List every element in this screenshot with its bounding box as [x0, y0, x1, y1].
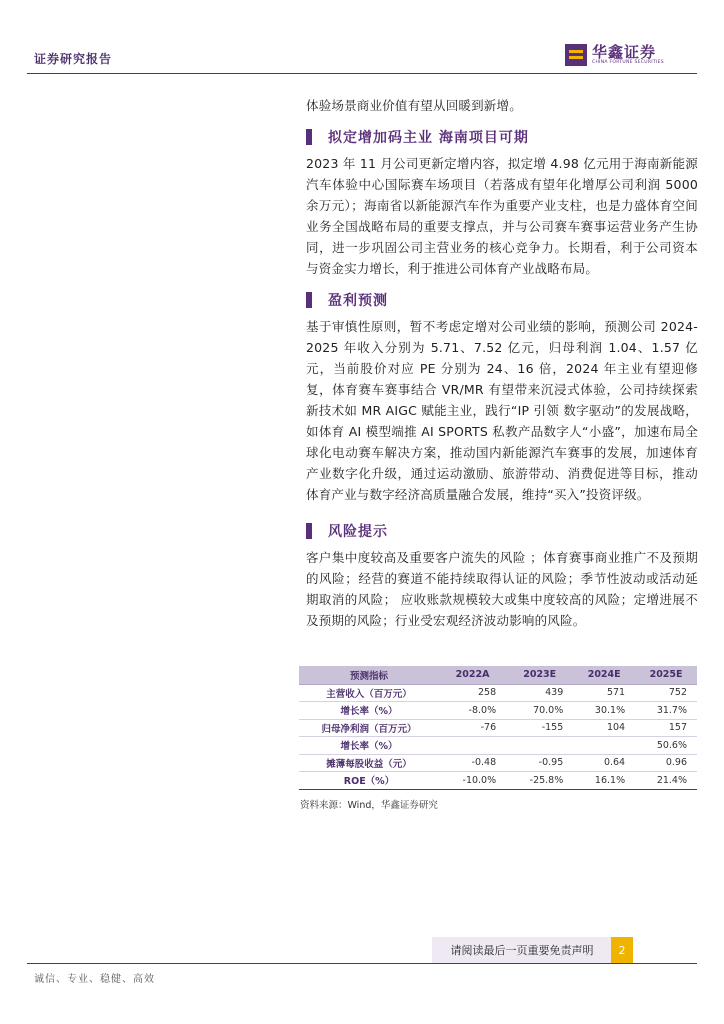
section-heading [306, 519, 698, 543]
table-cell: -76 [439, 719, 506, 737]
footer-slogan: 诚信、专业、稳健、高效 [34, 974, 155, 985]
table-cell: 104 [573, 719, 635, 737]
table-cell: 157 [635, 719, 697, 737]
row-label: 主营收入（百万元） [299, 684, 439, 702]
section-paragraph: 客户集中度较高及重要客户流失的风险 ；体育赛事商业推广不及预期的风险；经营的赛道不能持续取得认证的风险；季节性波动或活动延期取消的风险； 应收账款规模较大或集中度较高的风险；定增进展不及预期的风险；行业受宏观经济波动影响的风险。 [306, 550, 698, 628]
table-cell: 0.64 [573, 754, 635, 772]
table-header-cell: 2023E [506, 666, 573, 684]
table-cell: -8.0% [439, 702, 506, 720]
table-source-note: 资料来源：Wind，华鑫证券研究 [300, 800, 438, 811]
intro-paragraph: 体验场景商业价值有望从回暖到新增。 [306, 98, 522, 113]
table-cell [506, 737, 573, 755]
section-bar-icon [306, 523, 312, 539]
table-header-cell: 2025E [635, 666, 697, 684]
section-heading [306, 288, 698, 312]
logo-mark-icon [565, 44, 587, 66]
section-heading [306, 125, 698, 149]
section-paragraph: 2023 年 11 月公司更新定增内容，拟定增 4.98 亿元用于海南新能源汽车体验中心国际赛车场项目（若落成有望年化增厚公司利润 5000 余万元）；海南省以新能源汽车作为重要产业支柱，也是力盛体育空间业务全国战略布局的重要支撑点，并与公司赛车赛事运营业务产生协同，进一步巩固公司主营业务的核心竞争力。长期看，利于公司资本与资金实力增长，利于推进公司体育产业战略布局。 [306, 156, 698, 276]
row-label: 归母净利润（百万元） [299, 719, 439, 737]
row-label: 摊薄每股收益（元） [299, 754, 439, 772]
table-cell: 21.4% [635, 772, 697, 790]
table-cell [439, 737, 506, 755]
table-cell: -0.48 [439, 754, 506, 772]
table-cell: 439 [506, 684, 573, 702]
table-cell [573, 737, 635, 755]
table-cell: -155 [506, 719, 573, 737]
table-cell: 571 [573, 684, 635, 702]
section-title: 拟定增加码主业 海南项目可期 [328, 130, 529, 146]
header-divider [27, 73, 697, 74]
table-cell: 0.96 [635, 754, 697, 772]
logo-english-name: CHINA FORTUNE SECURITIES [592, 60, 664, 65]
table-cell: 16.1% [573, 772, 635, 790]
table-header-row [299, 666, 697, 684]
table-row [299, 702, 697, 720]
table-row [299, 737, 697, 755]
company-logo [565, 44, 664, 66]
table-cell: 752 [635, 684, 697, 702]
row-label: 增长率（%） [299, 737, 439, 755]
section-paragraph: 基于审慎性原则，暂不考虑定增对公司业绩的影响，预测公司 2024-2025 年收入分别为 5.71、7.52 亿元，归母利润 1.04、1.57 亿元，当前股价对应 PE 分别为 24、16 倍，2024 年主业有望迎修复，体育赛车赛事结合 VR/MR 有望带来沉浸式体验，公司持续探索新技术如 MR AIGC 赋能主业，践行“IP 引领 数字驱动”的发展战略，如体育 AI 模型端推 AI SPORTS 私教产品数字人“小盛”，加速布局全球化电动赛车解决方案，推动国内新能源汽车赛事的发展，加速体育产业数字化升级，通过运动激励、旅游带动、消费促进等目标，推动体育产业与数字经济高质量融合发展，维持“买入”投资评级。 [306, 319, 698, 502]
table-cell: 31.7% [635, 702, 697, 720]
section-bar-icon [306, 129, 312, 145]
table-header-cell: 预测指标 [299, 666, 439, 684]
report-type-label: 证券研究报告 [34, 52, 113, 66]
table-cell: 70.0% [506, 702, 573, 720]
table-cell: 30.1% [573, 702, 635, 720]
table-cell: 258 [439, 684, 506, 702]
row-label: 增长率（%） [299, 702, 439, 720]
table-row [299, 684, 697, 702]
table-cell: -25.8% [506, 772, 573, 790]
logo-chinese-name: 华鑫证券 [592, 43, 657, 61]
table-row [299, 772, 697, 790]
table-cell: 50.6% [635, 737, 697, 755]
table-cell: -0.95 [506, 754, 573, 772]
section-bar-icon [306, 292, 312, 308]
table-header-cell: 2024E [573, 666, 635, 684]
table-row [299, 754, 697, 772]
forecast-table [299, 666, 697, 790]
row-label: ROE（%） [299, 772, 439, 790]
section-title: 盈利预测 [328, 293, 388, 309]
disclaimer-notice: 请阅读最后一页重要免责声明 [432, 937, 612, 963]
main-content [306, 95, 698, 631]
footer-divider [27, 963, 697, 964]
section-title: 风险提示 [328, 524, 388, 540]
table-header-cell: 2022A [439, 666, 506, 684]
page-number: 2 [611, 937, 633, 963]
table-cell: -10.0% [439, 772, 506, 790]
table-row [299, 719, 697, 737]
